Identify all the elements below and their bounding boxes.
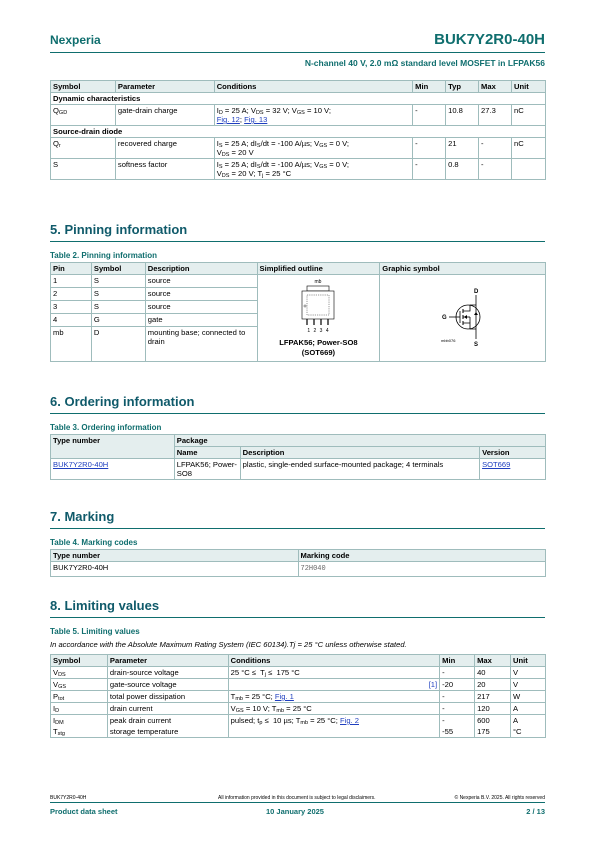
col-min: Min — [440, 655, 475, 667]
section-divider — [50, 617, 545, 618]
col-min: Min — [413, 81, 446, 93]
table-caption: Table 2. Pinning information — [50, 251, 157, 260]
unit-cell: nC — [512, 138, 546, 159]
symbol-cell: S — [91, 288, 145, 301]
figure-link[interactable]: Fig. 2 — [340, 716, 359, 725]
description-cell: source — [145, 301, 257, 314]
table-header-row — [51, 655, 546, 667]
section-title-marking: 7. Marking — [50, 509, 115, 524]
min-cell: -55 — [440, 726, 475, 738]
min-cell: - — [440, 715, 475, 727]
section-divider — [50, 241, 545, 242]
footnote-link[interactable]: [1] — [428, 680, 438, 689]
col-version: Version — [480, 447, 546, 459]
parameter-cell: total power dissipation — [107, 691, 228, 703]
col-marking-code: Marking code — [298, 550, 546, 562]
table-row — [51, 138, 546, 159]
min-cell: - — [413, 138, 446, 159]
col-symbol: Symbol — [51, 81, 116, 93]
unit-cell — [512, 159, 546, 180]
typ-cell: 21 — [446, 138, 479, 159]
table-header-row — [51, 550, 546, 562]
col-name: Name — [174, 447, 240, 459]
outline-cell — [257, 275, 380, 362]
pinning-table — [50, 262, 546, 362]
parameter-cell: gate-drain charge — [115, 105, 214, 126]
symbol-cell: S — [91, 301, 145, 314]
table-row — [51, 159, 546, 180]
unit-cell: W — [511, 691, 546, 703]
version-link[interactable]: SOT669 — [482, 460, 511, 469]
section-title-limiting-values: 8. Limiting values — [50, 598, 160, 613]
table-note: In accordance with the Absolute Maximum Rating System (IEC 60134).Tj = 25 °C unless otherwise stated. — [50, 640, 407, 649]
col-parameter: Parameter — [115, 81, 214, 93]
table-row — [51, 703, 546, 715]
footer-part-small: BUK7Y2R0-40H — [50, 795, 87, 801]
pin-cell: mb — [51, 327, 92, 362]
conditions-cell: $I_S = 25$ A; $dI_S/dt = -100$ A/µs; $V_{GS} = 0$ V; $V_{DS} = 20$ V; $T_j = 25$ °C — [214, 159, 412, 180]
unit-cell: V — [511, 679, 546, 691]
symbol-code: mbb076 — [440, 338, 456, 343]
symbol-cell: $P_{tot}$ — [51, 691, 108, 703]
group-heading: Source-drain diode — [51, 126, 546, 138]
col-package: Package — [174, 435, 545, 447]
col-typ: Typ — [446, 81, 479, 93]
section-divider — [50, 528, 545, 529]
typ-cell: 0.8 — [446, 159, 479, 180]
conditions-cell: $V_{GS} = 10$ V; $T_{mb} = 25$ °C — [228, 703, 439, 715]
symbol-cell: S — [91, 275, 145, 288]
col-symbol: Symbol — [51, 655, 108, 667]
max-cell: 175 — [475, 726, 511, 738]
max-cell: - — [479, 138, 512, 159]
description-cell: mounting base; connected to drain — [145, 327, 257, 362]
graphic-symbol-cell — [380, 275, 546, 362]
col-pin: Pin — [51, 263, 92, 275]
col-unit: Unit — [512, 81, 546, 93]
col-description: Description — [145, 263, 257, 275]
table-row — [51, 105, 546, 126]
min-cell: - — [440, 703, 475, 715]
pin-cell: 4 — [51, 314, 92, 327]
col-type-number: Type number — [51, 435, 175, 459]
min-cell: - — [440, 667, 475, 679]
table-row — [51, 726, 546, 738]
symbol-cell: $T_{stg}$ — [51, 726, 108, 738]
package-description-cell: plastic, single-ended surface-mounted package; 4 terminals — [240, 459, 479, 480]
table-header-row — [51, 435, 546, 447]
table-row — [51, 562, 546, 577]
description-cell: gate — [145, 314, 257, 327]
package-mb-label: mb — [314, 279, 322, 285]
col-max: Max — [475, 655, 511, 667]
min-cell: - — [413, 159, 446, 180]
marking-code-value: 72H040 — [300, 565, 326, 573]
ordering-table — [50, 434, 546, 480]
col-graphic-symbol: Graphic symbol — [380, 263, 546, 275]
table-header-row — [51, 263, 546, 275]
conditions-cell: pulsed; $t_p \le 10$ µs; $T_{mb} = 25$ °C; Fig. 2 — [228, 715, 439, 727]
col-type-number: Type number — [51, 550, 299, 562]
max-cell: 600 — [475, 715, 511, 727]
pin-cell: 2 — [51, 288, 92, 301]
table-row — [51, 715, 546, 727]
parameter-cell: peak drain current — [107, 715, 228, 727]
mosfet-symbol-icon — [423, 285, 503, 349]
table-row — [51, 275, 546, 288]
marking-code-cell — [298, 562, 546, 577]
table-caption: Table 3. Ordering information — [50, 423, 162, 432]
conditions-cell: 25 $^\circ C \le T_j \le 175$ °C — [228, 667, 439, 679]
pin-cell: 1 — [51, 275, 92, 288]
symbol-cell: $I_{DM}$ — [51, 715, 108, 727]
symbol-cell: D — [91, 327, 145, 362]
parameter-cell: softness factor — [115, 159, 214, 180]
conditions-cell — [228, 679, 439, 691]
outline-label: LFPAK56; Power-SO8 (SOT669) — [279, 338, 358, 357]
col-outline: Simplified outline — [257, 263, 380, 275]
table-row — [51, 691, 546, 703]
col-max: Max — [479, 81, 512, 93]
figure-link[interactable]: Fig. 12 — [216, 115, 240, 124]
table-caption: Table 4. Marking codes — [50, 538, 138, 547]
drain-label: D — [473, 289, 478, 295]
footer-divider — [50, 802, 545, 803]
document-subtitle: N-channel 40 V, 2.0 mΩ standard level MOSFET in LFPAK56 — [304, 58, 545, 68]
unit-cell: A — [511, 703, 546, 715]
unit-cell: nC — [512, 105, 546, 126]
source-label: S — [473, 342, 478, 348]
section-title-ordering: 6. Ordering information — [50, 394, 195, 409]
col-conditions: Conditions — [228, 655, 439, 667]
footer-page-number: 2 / 13 — [526, 807, 545, 816]
figure-link[interactable]: Fig. 13 — [244, 115, 268, 124]
pin-cell: 3 — [51, 301, 92, 314]
part-number: BUK7Y2R0-40H — [434, 31, 545, 48]
characteristics-table — [50, 80, 546, 180]
figure-link[interactable]: Fig. 1 — [274, 692, 294, 701]
max-cell: 20 — [475, 679, 511, 691]
symbol-cell: $V_{DS}$ — [51, 667, 108, 679]
symbol-cell: $Q_r$ — [51, 138, 116, 159]
symbol-cell: $I_D$ — [51, 703, 108, 715]
table-header-row — [51, 81, 546, 93]
footer-copyright: © Nexperia B.V. 2025. All rights reserved — [454, 795, 545, 801]
table-caption: Table 5. Limiting values — [50, 627, 140, 636]
header-divider — [50, 52, 545, 53]
table-row — [51, 679, 546, 691]
parameter-cell: drain current — [107, 703, 228, 715]
min-cell: -20 — [440, 679, 475, 691]
marking-table — [50, 549, 546, 577]
package-pin-numbers: 1 2 3 4 — [307, 328, 330, 334]
parameter-cell: storage temperature — [107, 726, 228, 738]
package-name-cell: LFPAK56; Power-SO8 — [174, 459, 240, 480]
type-number-cell: BUK7Y2R0-40H — [51, 562, 299, 577]
symbol-cell: $Q_{GD}$ — [51, 105, 116, 126]
conditions-cell: $I_S = 25$ A; $dI_S/dt = -100$ A/µs; $V_{GS} = 0$ V; $V_{DS} = 20$ V — [214, 138, 412, 159]
parameter-cell: gate-source voltage — [107, 679, 228, 691]
parameter-cell: recovered charge — [115, 138, 214, 159]
symbol-cell: G — [91, 314, 145, 327]
type-number-link[interactable]: BUK7Y2R0-40H — [53, 460, 109, 469]
max-cell: 217 — [475, 691, 511, 703]
unit-cell: A — [511, 715, 546, 727]
version-cell — [480, 459, 546, 480]
group-heading: Dynamic characteristics — [51, 93, 546, 105]
table-row — [51, 459, 546, 480]
brand-name: Nexperia — [50, 33, 101, 47]
gate-label: G — [441, 315, 447, 321]
max-cell: 27.3 — [479, 105, 512, 126]
min-cell: - — [413, 105, 446, 126]
section-title-pinning: 5. Pinning information — [50, 222, 188, 237]
footer-disclaimer: All information provided in this document is subject to legal disclaimers. — [218, 795, 376, 801]
type-number-cell — [51, 459, 175, 480]
typ-cell: 10.8 — [446, 105, 479, 126]
footer-doc-type: Product data sheet — [50, 807, 118, 816]
col-symbol: Symbol — [91, 263, 145, 275]
conditions-cell — [228, 726, 439, 738]
max-cell: 40 — [475, 667, 511, 679]
col-unit: Unit — [511, 655, 546, 667]
col-parameter: Parameter — [107, 655, 228, 667]
footer-date: 10 January 2025 — [266, 807, 324, 816]
symbol-cell: $V_{GS}$ — [51, 679, 108, 691]
limiting-values-table — [50, 654, 546, 738]
package-outline-drawing — [288, 276, 348, 336]
min-cell: - — [440, 691, 475, 703]
col-conditions: Conditions — [214, 81, 412, 93]
parameter-cell: drain-source voltage — [107, 667, 228, 679]
symbol-cell: S — [51, 159, 116, 180]
col-description: Description — [240, 447, 479, 459]
description-cell: source — [145, 275, 257, 288]
unit-cell: °C — [511, 726, 546, 738]
unit-cell: V — [511, 667, 546, 679]
description-cell: source — [145, 288, 257, 301]
conditions-cell: $I_D = 25$ A; $V_{DS} = 32$ V; $V_{GS} = 10$ V; Fig. 12; Fig. 13 — [214, 105, 412, 126]
conditions-cell: $T_{mb} = 25$ °C; Fig. 1 — [228, 691, 439, 703]
max-cell: 120 — [475, 703, 511, 715]
section-divider — [50, 413, 545, 414]
max-cell: - — [479, 159, 512, 180]
table-row — [51, 667, 546, 679]
